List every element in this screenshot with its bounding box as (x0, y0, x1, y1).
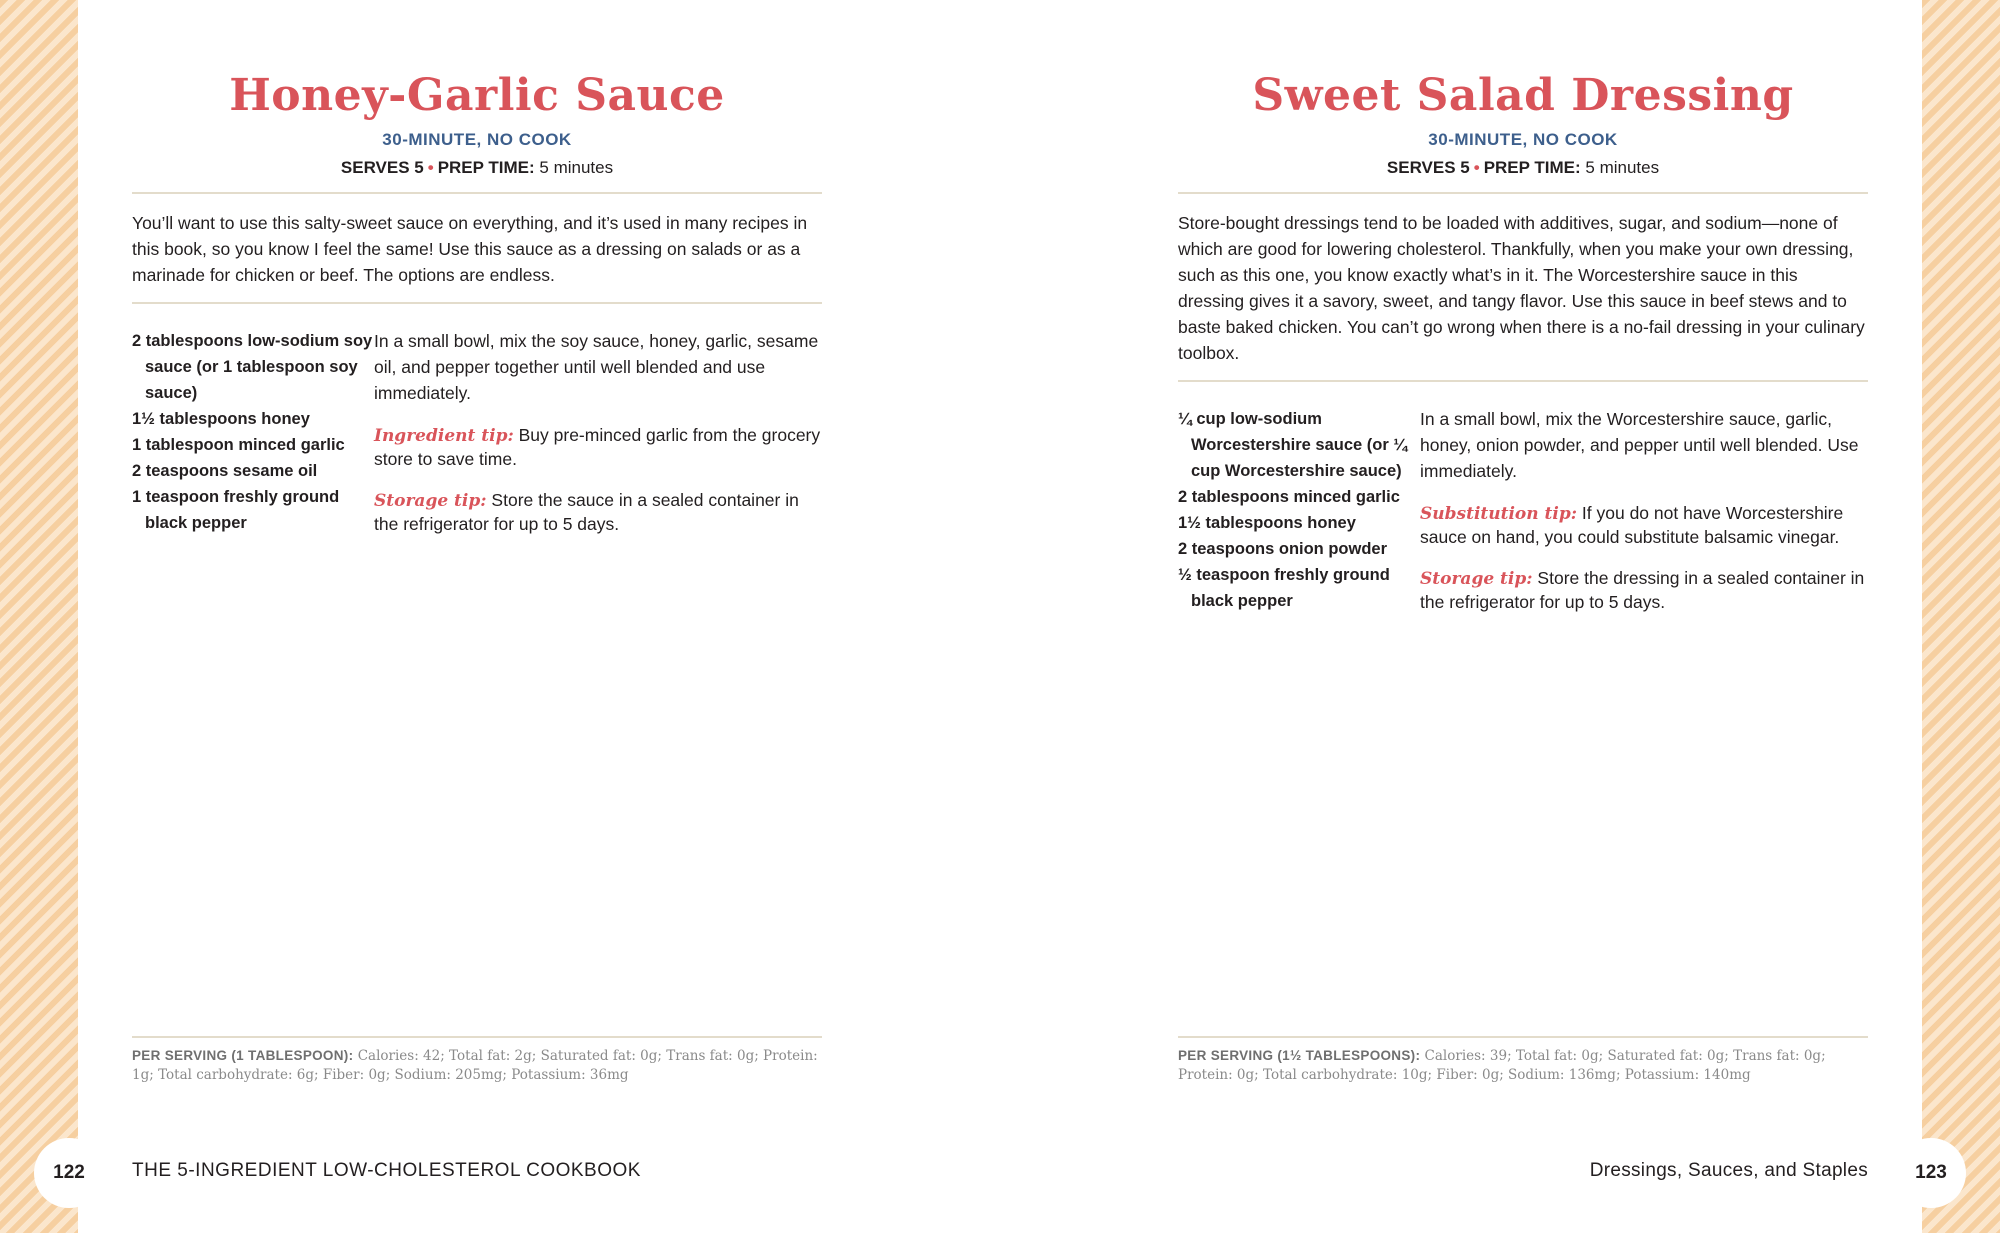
ingredient-list (132, 328, 374, 536)
tip-ingredient (374, 424, 822, 471)
recipe-tags: 30-MINUTE, NO COOK (1428, 129, 1618, 149)
nutrition-label: PER SERVING (1½ TABLESPOONS): (1178, 1048, 1421, 1063)
recipe-intro: You’ll want to use this salty-sweet sauce on everything, and it’s used in many recipes in this book, so you know I feel the same! Use this sauce as a dressing on salads or as a marinade for chicken or beef. The options are endless. (132, 212, 808, 285)
nutrition-text (1178, 1046, 1868, 1085)
recipe-intro: Store-bought dressings tend to be loaded with additives, sugar, and sodium—none of which are good for lowering cholesterol. Thankfully, when you make your own dressing, such as this one, you know exactly what’s in it. The Worcestershire sauce in this dressing gives it a savory, sweet, and tangy flavor. Use this sauce in beef stews and to baste baked chicken. You can’t go wrong when there is a no-fail dressing in your culinary toolbox. (1178, 212, 1865, 363)
prep-label: PREP TIME: (437, 157, 535, 177)
ingredient-item: 2 tablespoons minced garlic (1178, 487, 1400, 506)
recipe-title: Honey-Garlic Sauce (229, 70, 725, 121)
book-title-footer: THE 5-INGREDIENT LOW-CHOLESTEROL COOKBOOK (132, 1160, 641, 1181)
divider (1178, 380, 1868, 382)
tip-text: Buy pre-minced garlic from the grocery store to save time. (374, 424, 821, 469)
tip-storage (1420, 567, 1868, 614)
divider (1178, 1036, 1868, 1038)
ingredient-item: 2 teaspoons sesame oil (132, 461, 318, 480)
prep-value: 5 minutes (1585, 157, 1660, 177)
ingredient-item: 1½ tablespoons honey (1178, 513, 1356, 532)
tip-substitution (1420, 502, 1868, 549)
prep-value: 5 minutes (539, 157, 614, 177)
chapter-title-footer: Dressings, Sauces, and Staples (1589, 1160, 1868, 1181)
recipe-left (132, 70, 822, 536)
recipe-instructions-block (374, 328, 822, 536)
tip-label: Storage tip: (374, 490, 487, 511)
page-number-left: 122 (34, 1138, 104, 1208)
nutrition-info-right (1178, 1036, 1868, 1085)
tip-label: Ingredient tip: (374, 425, 514, 446)
nutrition-info-left (132, 1036, 822, 1085)
ingredient-item: 1½ tablespoons honey (132, 409, 310, 428)
ingredient-item: 2 teaspoons onion powder (1178, 539, 1388, 558)
tip-label: Substitution tip: (1420, 503, 1578, 524)
ingredient-list (1178, 406, 1420, 614)
divider (132, 1036, 822, 1038)
recipe-instructions: In a small bowl, mix the soy sauce, honey, garlic, sesame oil, and pepper together until well blended and use immediately. (374, 330, 819, 403)
tip-text: Store the dressing in a sealed container in the refrigerator for up to 5 days. (1420, 567, 1865, 612)
recipe-tags: 30-MINUTE, NO COOK (382, 129, 572, 149)
ingredient-item: 2 tablespoons low-sodium soy sauce (or 1 tablespoon soy sauce) (132, 331, 373, 402)
recipe-instructions: In a small bowl, mix the Worcestershire sauce, garlic, honey, onion powder, and pepper until well blended. Use immediately. (1420, 408, 1859, 481)
tip-text: Store the sauce in a sealed container in the refrigerator for up to 5 days. (374, 489, 799, 534)
ingredient-item: ½ teaspoon freshly ground black pepper (1178, 565, 1390, 610)
page-number-right: 123 (1896, 1138, 1966, 1208)
decorative-stripe-left (0, 0, 78, 1233)
serves-label: SERVES 5 (340, 157, 424, 177)
nutrition-values: Calories: 42; Total fat: 2g; Saturated fat: 0g; Trans fat: 0g; Protein: 1g; Total carbohydrate: 6g; Fiber: 0g; Sodium: 205mg; Potassium: 36mg (132, 1048, 818, 1083)
recipe-right (1178, 70, 1868, 614)
serves-label: SERVES 5 (1386, 157, 1470, 177)
tip-text: If you do not have Worcestershire sauce on hand, you could substitute balsamic vinegar. (1420, 502, 1844, 547)
recipe-meta (1178, 158, 1868, 178)
nutrition-label: PER SERVING (1 TABLESPOON): (132, 1048, 354, 1063)
recipe-body (1178, 406, 1868, 614)
recipe-instructions-block (1420, 406, 1868, 614)
decorative-stripe-right (1922, 0, 2000, 1233)
recipe-title: Sweet Salad Dressing (1252, 70, 1794, 121)
separator-dot: • (1473, 157, 1480, 177)
separator-dot: • (427, 157, 434, 177)
ingredient-item: 1 teaspoon freshly ground black pepper (132, 487, 340, 532)
nutrition-values: Calories: 39; Total fat: 0g; Saturated fat: 0g; Trans fat: 0g; Protein: 0g; Total carbohydrate: 10g; Fiber: 0g; Sodium: 136mg; Potassium: 140mg (1178, 1048, 1826, 1083)
recipe-meta (132, 158, 822, 178)
tip-label: Storage tip: (1420, 568, 1533, 589)
nutrition-text (132, 1046, 822, 1085)
prep-label: PREP TIME: (1483, 157, 1581, 177)
ingredient-item: ¼ cup low-sodium Worcestershire sauce (or ¼ cup Worcestershire sauce) (1178, 409, 1408, 480)
divider (132, 302, 822, 304)
ingredient-item: 1 tablespoon minced garlic (132, 435, 345, 454)
recipe-body (132, 328, 822, 536)
tip-storage (374, 489, 822, 536)
